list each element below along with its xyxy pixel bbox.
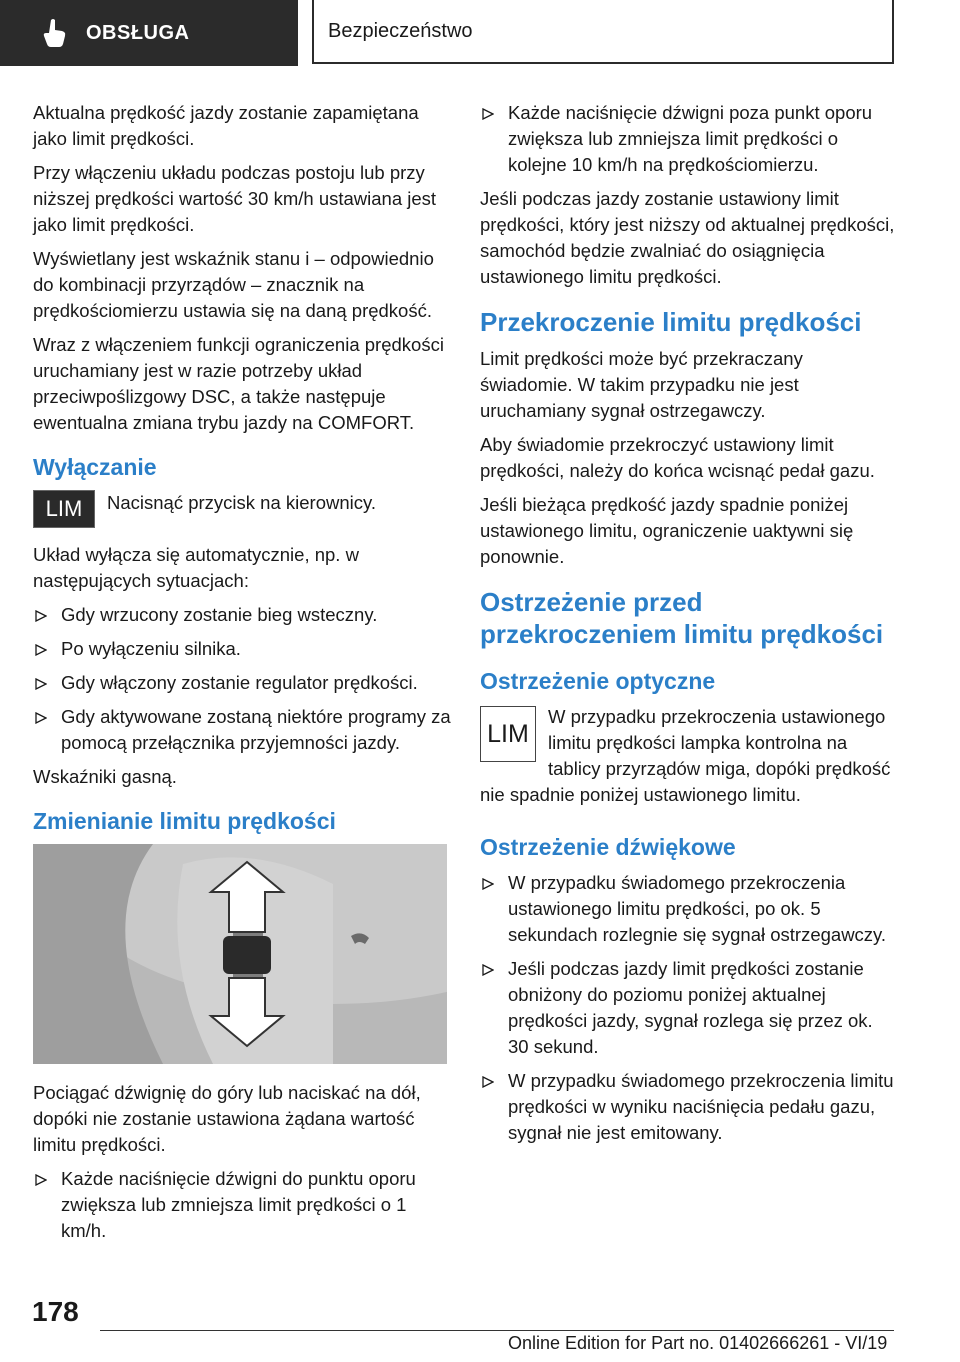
right-column xyxy=(480,100,898,1154)
lim-instruction: Nacisnąć przycisk na kierownicy. xyxy=(107,492,377,513)
paragraph: Pociągać dźwignię do góry lub naciskać na dół, dopóki nie zostanie ustawiona żądana wartość limitu prędkości. xyxy=(33,1082,421,1155)
list-item: Gdy aktywowane zostaną niektóre programy za pomocą przełącznika przyjemności jazdy. xyxy=(33,704,451,756)
list-item: Każde naciśnięcie dźwigni poza punkt oporu zwiększa lub zmniejsza limit prędkości o kolejne 10 km/h na prędkościomierzu. xyxy=(480,100,898,178)
paragraph: Wyświetlany jest wskaźnik stanu i – odpowiednio do kombinacji przyrządów – znacznik na prędkościomierzu ustawia się na daną prędkość. xyxy=(33,248,434,321)
subsection-label: Bezpieczeństwo xyxy=(328,19,473,42)
sound-warning-list xyxy=(480,870,898,1146)
heading-sound: Ostrzeżenie dźwiękowe xyxy=(480,834,736,860)
paragraph: Jeśli bieżąca prędkość jazdy spadnie poniżej ustawionego limitu, ograniczenie uaktywni się ponownie. xyxy=(480,494,854,567)
list-item: Gdy włączony zostanie regulator prędkości. xyxy=(33,670,451,696)
paragraph: Układ wyłącza się automatycznie, np. w następujących sytuacjach: xyxy=(33,544,359,591)
paragraph: Wskaźniki gasną. xyxy=(33,766,177,787)
triangle-right-icon xyxy=(482,1076,494,1088)
heading-off: Wyłączanie xyxy=(33,454,157,480)
lim-indicator-icon: LIM xyxy=(480,706,536,762)
paragraph: Limit prędkości może być przekraczany świadomie. W takim przypadku nie jest uruchamiany sygnał ostrzegawczy. xyxy=(480,348,803,421)
change-list-continued xyxy=(480,100,898,178)
subsection-tab[interactable] xyxy=(312,0,894,64)
section-label: OBSŁUGA xyxy=(86,21,190,44)
page-number: 178 xyxy=(32,1296,79,1327)
triangle-right-icon xyxy=(35,644,47,656)
triangle-right-icon xyxy=(482,108,494,120)
left-column xyxy=(33,100,451,1252)
list-item: Gdy wrzucony zostanie bieg wsteczny. xyxy=(33,602,451,628)
triangle-right-icon xyxy=(35,678,47,690)
list-item: Każde naciśnięcie dźwigni do punktu oporu zwiększa lub zmniejsza limit prędkości o 1 km/h. xyxy=(33,1166,451,1244)
paragraph: Przy włączeniu układu podczas postoju lub przy niższej prędkości wartość 30 km/h ustawiana jest jako limit prędkości. xyxy=(33,162,437,235)
section-tab[interactable] xyxy=(0,0,298,66)
triangle-right-icon xyxy=(35,610,47,622)
paragraph: Jeśli podczas jazdy zostanie ustawiony limit prędkości, który jest niższy od aktualnej prędkości, samochód będzie zwalniać do osiągnięcia ustawionego limitu prędkości. xyxy=(480,188,895,287)
heading-optical: Ostrzeżenie optyczne xyxy=(480,668,716,694)
lim-button-icon: LIM xyxy=(33,490,95,528)
steering-wheel-illustration xyxy=(33,844,447,1064)
triangle-right-icon xyxy=(482,878,494,890)
list-item: W przypadku świadomego przekroczenia ustawionego limitu prędkości, po ok. 5 sekundach rozlegnie się sygnał ostrzegawczy. xyxy=(480,870,898,948)
change-list xyxy=(33,1166,451,1244)
paragraph: W przypadku przekroczenia ustawionego limitu prędkości lampka kontrolna na tablicy przyrządów miga, dopóki prędkość nie spadnie poniżej ustawionego limitu. xyxy=(480,706,891,805)
triangle-right-icon xyxy=(35,712,47,724)
pointing-hand-icon xyxy=(38,16,72,50)
auto-off-list xyxy=(33,602,451,756)
list-item: W przypadku świadomego przekroczenia limitu prędkości w wyniku naciśnięcia pedału gazu, sygnał nie jest emitowany. xyxy=(480,1068,898,1146)
page-header xyxy=(0,0,960,66)
paragraph: Aby świadomie przekroczyć ustawiony limit prędkości, należy do końca wcisnąć pedał gazu. xyxy=(480,434,875,481)
footer-divider xyxy=(100,1330,894,1331)
list-item: Jeśli podczas jazdy limit prędkości zostanie obniżony do poziomu poniżej aktualnej prędkości jazdy, sygnał rozlega się przez ok. 30 sekund. xyxy=(480,956,898,1060)
heading-exceed: Przekroczenie limitu prędkości xyxy=(480,307,862,337)
paragraph: Wraz z włączeniem funkcji ograniczenia prędkości uruchamiany jest w razie potrzeby układ przeciwpoślizgowy DSC, a także następuje ewentualna zmiana trybu jazdy na COMFORT. xyxy=(33,334,444,433)
heading-warning: Ostrzeżenie przed przekroczeniem limitu prędkości xyxy=(480,587,884,649)
heading-change: Zmienianie limitu prędkości xyxy=(33,808,336,834)
edition-note: Online Edition for Part no. 01402666261 - VI/19 xyxy=(508,1333,888,1353)
triangle-right-icon xyxy=(482,964,494,976)
triangle-right-icon xyxy=(35,1174,47,1186)
list-item: Po wyłączeniu silnika. xyxy=(33,636,451,662)
paragraph: Aktualna prędkość jazdy zostanie zapamiętana jako limit prędkości. xyxy=(33,102,419,149)
lim-button-row xyxy=(33,490,451,528)
